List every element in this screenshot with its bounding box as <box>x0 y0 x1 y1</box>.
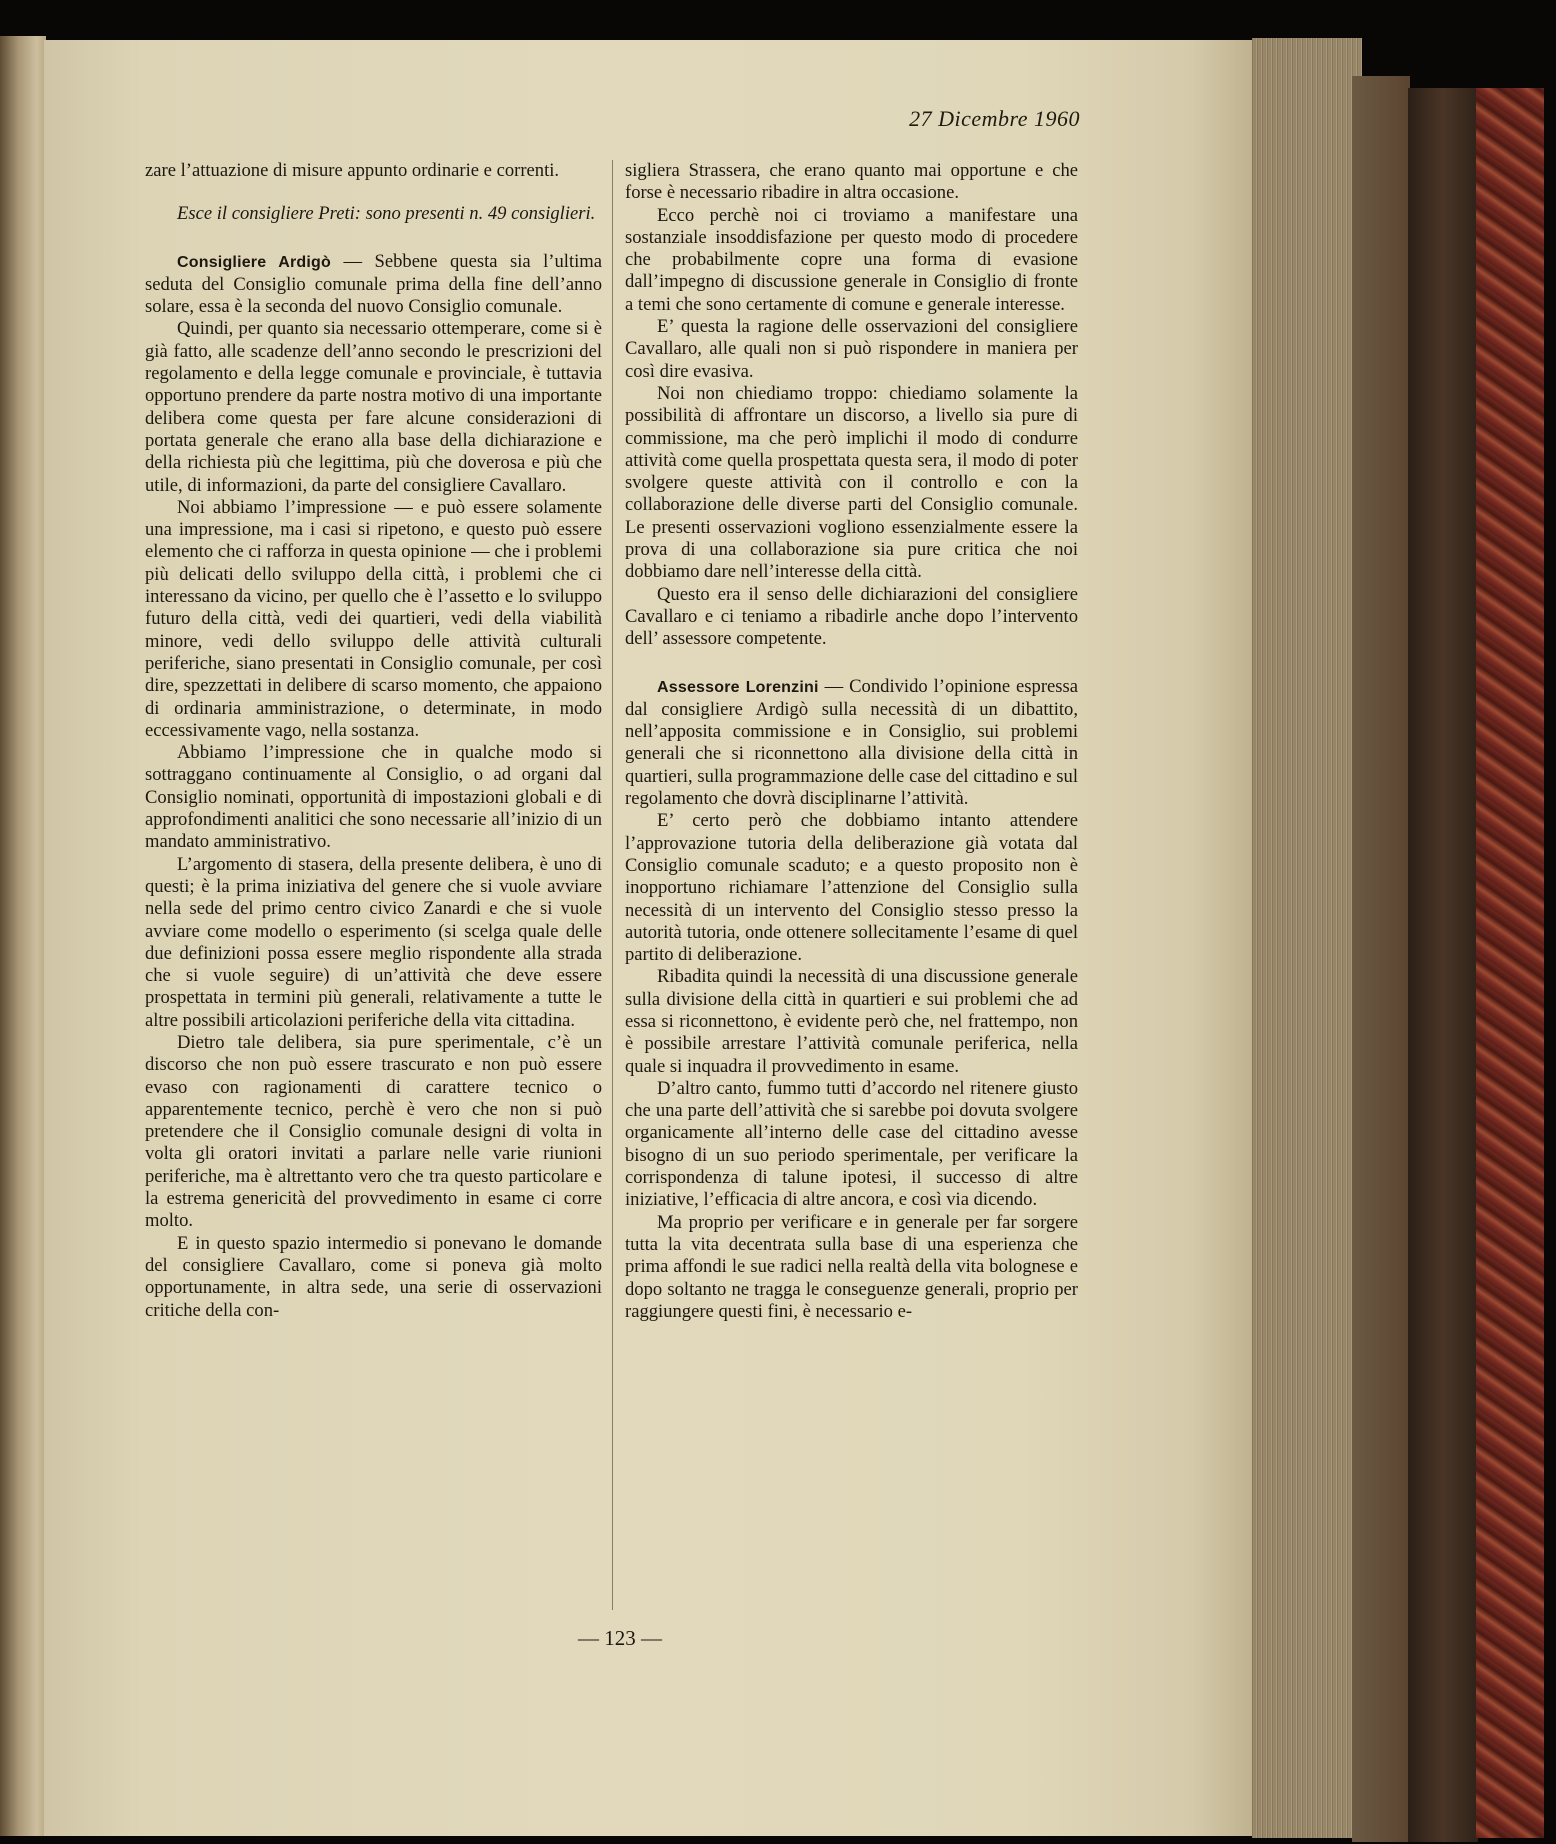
paragraph: D’altro canto, fummo tutti d’accordo nel ritenere giusto che una parte dell’attività che si sarebbe poi dovuta svolgere organicamente all’interno delle case del cittadino avesse bisogno di un suo periodo sperimentale, per verificare la corrispondenza di talune ipotesi, il successo di altre iniziative, l’efficacia di altre ancora, e così via dicendo. <box>625 1077 1078 1211</box>
paragraph: Noi non chiediamo troppo: chiediamo solamente la possibilità di affrontare un discorso, a livello sia pure di commissione, ma che però implichi il modo di condurre attività come quella prospettata questa sera, il modo di poter svolgere queste attività con il controllo e con la collaborazione delle diverse parti del Consiglio comunale. Le presenti osservazioni vogliono essenzialmente essere la prova di una collaborazione sia pure critica che noi dobbiamo dare nell’interesse della città. <box>625 382 1078 583</box>
page-block-edge <box>1252 38 1362 1838</box>
paragraph: Quindi, per quanto sia necessario ottemperare, come si è già fatto, alle scadenze dell’anno secondo le prescrizioni del regolamento e della legge comunale e provinciale, è tuttavia opportuno prendere da parte nostra motivo di una importante delibera come questa per fare alcune considerazioni di portata generale che erano alla base della dichiarazione e della richiesta più che legittima, più che doverosa e più che utile, di informazioni, da parte del consigliere Cavallaro. <box>145 318 602 496</box>
paragraph <box>145 251 602 319</box>
marbled-cover <box>1476 88 1544 1838</box>
paragraph: E’ certo però che dobbiamo intanto attendere l’approvazione tutoria della deliberazione già votata dal Consiglio comunale scaduto; e a questo proposito non è inopportuno richiamare l’attenzione del Consiglio sulla necessità di un intervento del Consiglio stesso presso la autorità tutoria, onde ottenere sollecitamente l’esame di quel partito di deliberazione. <box>625 810 1078 966</box>
paragraph: Ma proprio per verificare e in generale per far sorgere tutta la vita decentrata sulla base di una esperienza che prima affondi le sue radici nella realtà della vita bolognese e dopo soltanto ne tragga le conseguenze generali, proprio per raggiungere questi fini, è necessario e- <box>625 1211 1078 1322</box>
paragraph: sigliera Strassera, che erano quanto mai opportune e che forse è necessario ribadire in altra occasione. <box>625 160 1078 204</box>
paragraph: L’argomento di stasera, della presente delibera, è uno di questi; è la prima iniziativa del genere che si vuole avviare nella sede del primo centro civico Zanardi e che si vuole avviare come modello o esperimento (si scelga quale delle due definizioni possa essere meglio rispondente alla strada che si vuole seguire) di un’attività che deve essere prospettata in termini più generali, relativamente a tutte le altre possibili articolazioni periferiche della vita cittadina. <box>145 853 602 1031</box>
adjacent-page-edge <box>0 36 46 1836</box>
paragraph: Dietro tale delibera, sia pure sperimentale, c’è un discorso che non può essere trascurato e non può essere evaso con ragionamenti di carattere tecnico o apparentemente tecnico, perchè è vero che non si può pretendere che il Consiglio comunale designi di volta in volta gli oratori invitati a parlare nelle varie riunioni periferiche, ma è altrettanto vero che tra questo particolare e la estrema genericità del provvedimento in esame ci corre molto. <box>145 1031 602 1232</box>
paragraph: E in questo spazio intermedio si ponevano le domande del consigliere Cavallaro, come si poneva già molto opportunamente, in altra sede, una serie di osservazioni critiche della con- <box>145 1232 602 1321</box>
page-number: — 123 — <box>578 1626 662 1650</box>
paragraph: E’ questa la ragione delle osservazioni del consigliere Cavallaro, alle quali non si può rispondere in maniera per così dire evasiva. <box>625 316 1078 382</box>
left-text-column <box>145 160 602 1322</box>
speech-text: Sebbene questa sia l’ultima seduta del Consiglio comunale prima della fine dell’anno solare, essa è la seconda del nuovo Consiglio comunale. <box>145 250 602 318</box>
right-text-column <box>625 160 1078 1323</box>
speech-text: Condivido l’opinione espressa dal consigliere Ardigò sulla necessità di un dibattito, nell’apposita commissione e in Consiglio, sui problemi generali che si riconnettono alla divisione della città in quartieri, sulla programmazione delle case del cittadino e sul regolamento che dovrà disciplinarne l’attività. <box>625 675 1078 810</box>
stage-direction: Esce il consigliere Preti: sono presenti n. 49 consiglieri. <box>177 203 596 225</box>
binding-strip <box>1408 88 1478 1842</box>
running-header-date: 27 Dicembre 1960 <box>909 106 1080 131</box>
book-cover-edge <box>1352 76 1410 1842</box>
paragraph: Abbiamo l’impressione che in qualche modo si sottraggano continuamente al Consiglio, o ad organi dal Consiglio nominati, opportunità di impostazioni globali e di approfondimenti analitici che sono necessarie all’inizio di un mandato amministrativo. <box>145 742 602 853</box>
speaker-name: Assessore Lorenzini <box>657 678 819 696</box>
speaker-dash: — <box>330 250 375 272</box>
paragraph: Ribadita quindi la necessità di una discussione generale sulla divisione della città in quartieri e sui problemi che ad essa si riconnettono, è evidente però che, nel frattempo, non è possibile arrestare l’attività comunale periferica, nella quale si inquadra il provvedimento in esame. <box>625 966 1078 1077</box>
paragraph: zare l’attuazione di misure appunto ordinarie e correnti. <box>145 160 560 181</box>
speaker-name: Consigliere Ardigò <box>177 253 331 271</box>
column-divider <box>612 160 613 1610</box>
paragraph: Questo era il senso delle dichiarazioni del consigliere Cavallaro e ci teniamo a ribadirle anche dopo l’intervento dell’ assessore competente. <box>625 583 1078 650</box>
paragraph: Noi abbiamo l’impressione — e può essere solamente una impressione, ma i casi si ripetono, e questo può essere elemento che ci rafforza in questa opinione — che i problemi più delicati dello sviluppo della città, i problemi che ci interessano da vicino, per quello che è l’assetto e lo sviluppo futuro della città, vedi dei quartieri, vedi della viabilità minore, vedi dello sviluppo delle attività culturali periferiche, siano presentati in Consiglio comunale, per così dire, spezzettati in delibere di scarso momento, che appaiono di ordinaria amministrazione, o determinate, in modo eccessivamente vago, nella sostanza. <box>145 496 602 741</box>
paragraph <box>625 676 1078 811</box>
speaker-dash: — <box>818 675 850 697</box>
paragraph: Ecco perchè noi ci troviamo a manifestare una sostanziale insoddisfazione per questo modo di procedere che probabilmente copre una forma di evasione dall’impegno di discussione generale in Consiglio di fronte a temi che sono certamente di comune e generale interesse. <box>625 204 1078 315</box>
